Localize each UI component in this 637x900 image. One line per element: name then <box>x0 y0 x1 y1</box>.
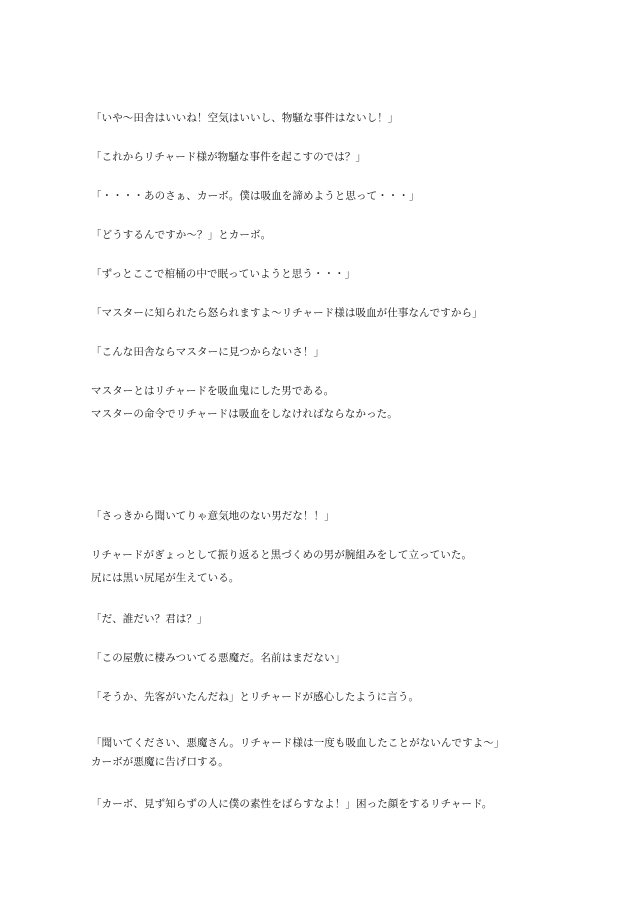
dialogue-line: 「こんな田舎ならマスターに見つからないさ！」 <box>91 346 325 358</box>
narration-line: マスターとはリチャードを吸血鬼にした男である。 <box>91 385 335 397</box>
dialogue-line: 「いや～田舎はいいね！空気はいいし、物騒な事件はないし！」 <box>91 112 399 124</box>
dialogue-line: 「だ、誰だい？君は？」 <box>91 613 208 625</box>
narration-line: リチャードがぎょっとして振り返ると黒づくめの男が腕組みをして立っていた。 <box>91 549 473 561</box>
dialogue-line: 「マスターに知られたら怒られますよ～リチャード様は吸血が仕事なんですから」 <box>91 307 483 319</box>
narration-line: 尻には黒い尻尾が生えている。 <box>91 572 240 584</box>
dialogue-line: 「そうか、先客がいたんだね」とリチャードが感心したように言う。 <box>91 691 420 703</box>
dialogue-line: 「カーボ、見ず知らずの人に僕の素性をばらすなよ！」困った顔をするリチャード。 <box>91 798 493 810</box>
dialogue-line: 「聞いてください、悪魔さん。リチャード様は一度も吸血したことがないんですよ～」 <box>91 737 505 749</box>
dialogue-line: 「これからリチャード様が物騒な事件を起こすのでは？」 <box>91 151 367 163</box>
dialogue-line: 「さっきから聞いてりゃ意気地のない男だな！！」 <box>91 510 335 522</box>
dialogue-line: 「どうするんですか～？」とカーボ。 <box>91 229 272 241</box>
dialogue-line: 「・・・・あのさぁ、カーボ。僕は吸血を諦めようと思って・・・」 <box>91 190 420 202</box>
dialogue-line: 「ずっとここで棺桶の中で眠っていようと思う・・・」 <box>91 268 356 280</box>
narration-line: マスターの命令でリチャードは吸血をしなければならなかった。 <box>91 408 398 420</box>
dialogue-line: 「この屋敷に棲みついてる悪魔だ。名前はまだない」 <box>91 652 346 664</box>
narration-line: カーボが悪魔に告げ口する。 <box>91 756 229 768</box>
